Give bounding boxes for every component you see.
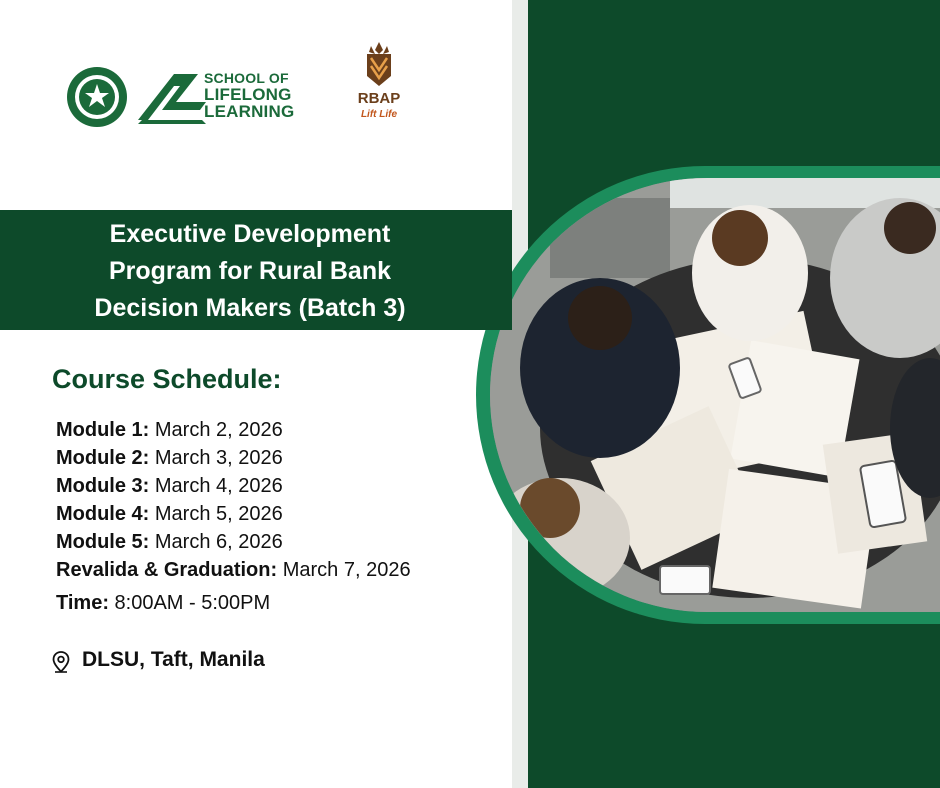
module-label: Module 3: <box>56 475 150 497</box>
rbap-label: RBAP <box>357 90 401 107</box>
module-label: Module 2: <box>56 447 150 469</box>
module-label: Module 1: <box>56 419 150 441</box>
module-date: March 6, 2026 <box>149 531 283 553</box>
school-name-line: SCHOOL OF <box>204 70 289 86</box>
module-label: Module 4: <box>56 503 150 525</box>
dlsu-seal-icon <box>66 66 128 128</box>
school-name-line: LEARNING <box>204 102 295 121</box>
module-row <box>56 444 411 472</box>
title-line: Executive Development <box>109 220 391 248</box>
title-line: Decision Makers (Batch 3) <box>94 294 406 322</box>
schedule-heading: Course Schedule: <box>52 364 282 394</box>
rbap-logo <box>349 40 409 130</box>
module-label: Module 5: <box>56 531 150 553</box>
school-name <box>204 71 294 120</box>
module-row <box>56 556 411 584</box>
module-list <box>56 416 411 584</box>
location-text: DLSU, Taft, Manila <box>82 648 265 671</box>
school-name-line: LIFELONG <box>204 85 292 104</box>
module-date: March 5, 2026 <box>149 503 283 525</box>
module-row <box>56 416 411 444</box>
meeting-photo <box>490 178 940 612</box>
module-row <box>56 528 411 556</box>
time-label: Time: <box>56 592 109 614</box>
module-date: March 3, 2026 <box>149 447 283 469</box>
module-row <box>56 472 411 500</box>
rbap-emblem-icon <box>349 40 409 90</box>
module-date: March 7, 2026 <box>277 559 411 581</box>
logo-bar <box>66 40 486 130</box>
photo-frame <box>476 166 940 624</box>
title-line: Program for Rural Bank <box>108 257 391 285</box>
time-row <box>56 592 270 615</box>
module-date: March 4, 2026 <box>149 475 283 497</box>
time-value: 8:00AM - 5:00PM <box>108 592 271 614</box>
module-row <box>56 500 411 528</box>
module-date: March 2, 2026 <box>149 419 283 441</box>
module-label: Revalida & Graduation: <box>56 559 278 581</box>
rbap-tagline: Lift Life <box>360 109 398 120</box>
program-title <box>0 216 500 327</box>
location-pin-icon <box>52 651 70 673</box>
